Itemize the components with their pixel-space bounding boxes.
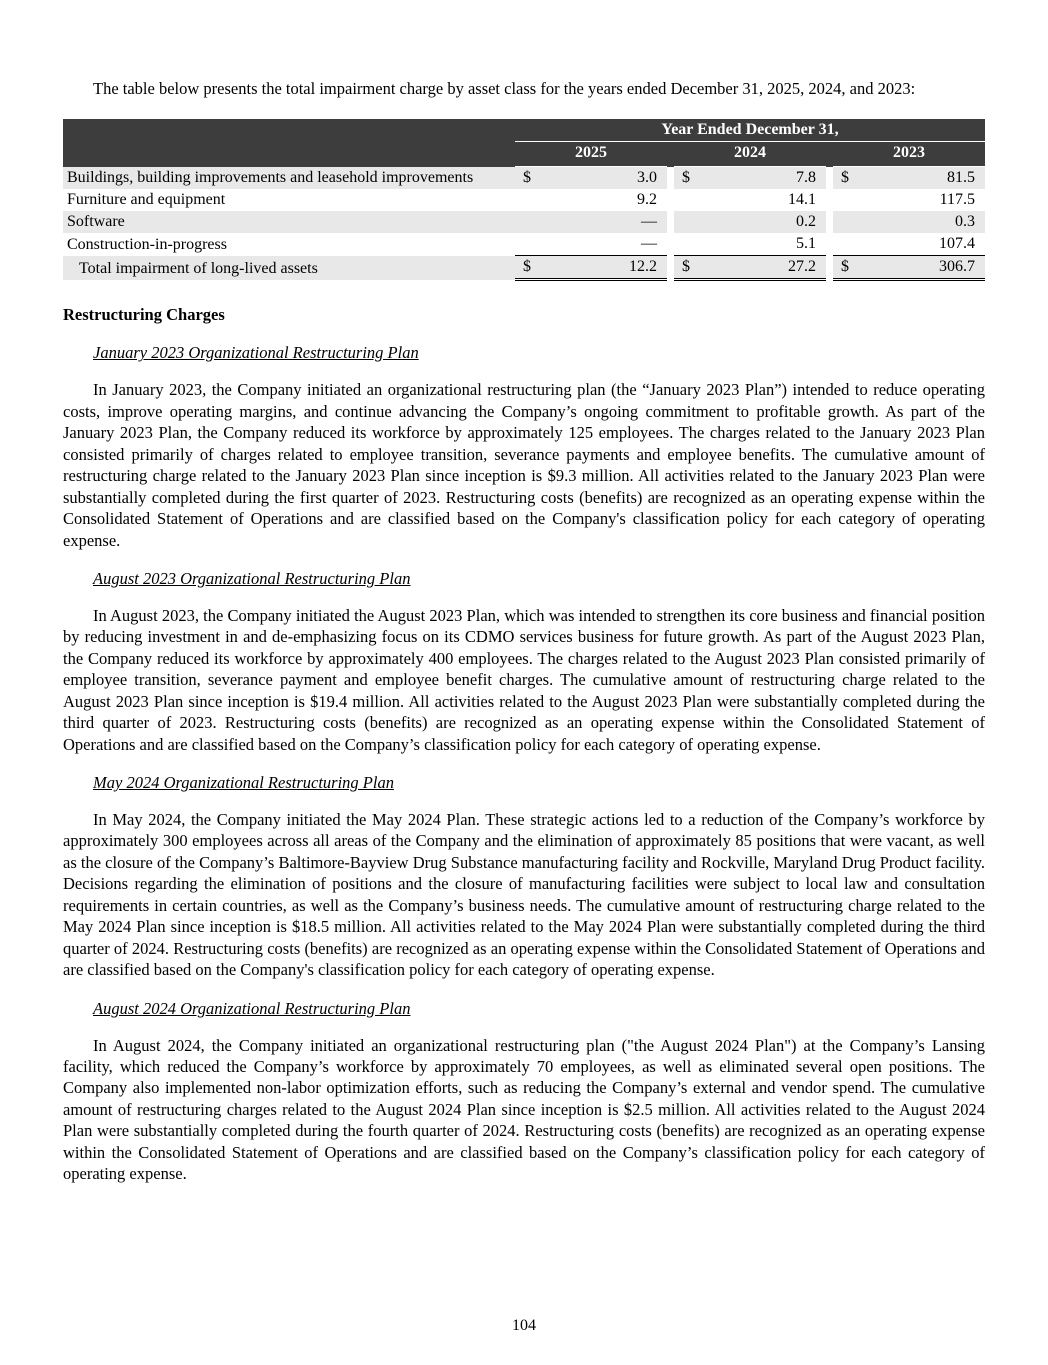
dollar-sign: [833, 233, 859, 256]
row-label: Total impairment of long-lived assets: [63, 256, 515, 280]
subsection-title-january-2023-plan: January 2023 Organizational Restructuring Plan: [93, 343, 419, 363]
dollar-sign: [833, 211, 859, 233]
column-gap: [667, 211, 674, 233]
dollar-sign: $: [833, 256, 859, 280]
column-gap: [826, 189, 833, 211]
page-number: 104: [512, 1317, 536, 1334]
row-label: Buildings, building improvements and leasehold improvements: [63, 167, 515, 190]
header-label-spacer: [63, 142, 515, 167]
dollar-sign: $: [515, 256, 541, 280]
column-gap: [826, 211, 833, 233]
cell-value: 9.2: [637, 191, 657, 209]
cell-value: 27.2: [700, 256, 826, 280]
impairment-table: [63, 119, 985, 281]
dollar-sign: [674, 233, 700, 256]
dollar-sign: [515, 189, 541, 211]
column-gap: [826, 167, 833, 190]
row-label: Furniture and equipment: [67, 191, 226, 209]
table-total-row: [63, 256, 985, 280]
table-span-header: Year Ended December 31,: [515, 119, 985, 142]
header-gap: [667, 142, 674, 167]
cell-value: 306.7: [859, 256, 985, 280]
header-label-spacer: [63, 119, 515, 142]
cell-value: 7.8: [700, 167, 826, 190]
year-header-2024: 2024: [674, 142, 826, 167]
dollar-sign: [515, 211, 541, 233]
row-label: Software: [63, 211, 515, 233]
cell-value: —: [541, 211, 667, 233]
table-span-header-row: [63, 119, 985, 142]
column-gap: [667, 167, 674, 190]
paragraph-january-2023-plan: In January 2023, the Company initiated an organizational restructuring plan (the “January 2023 Plan”) intended to reduce operating costs, improve operating margins, and continue advancing the Company’s ongoing commitment to profitable growth. As part of the January 2023 Plan, the Company reduced its workforce by approximately 125 employees. The charges related to the January 2023 Plan consisted primarily of charges related to employee transition, severance payments and employee benefits. The cumulative amount of restructuring charge related to the January 2023 Plan since inception is $9.3 million. All activities related to the January 2023 Plan were substantially completed during the first quarter of 2023. Restructuring costs (benefits) are recognized as an operating expense within the Consolidated Statement of Operations and are classified based on the Company's classification policy for each category of operating expense.: [63, 380, 985, 550]
table-row: [63, 211, 985, 233]
dollar-sign: [515, 233, 541, 256]
cell-value: 5.1: [796, 235, 816, 253]
subsection-title-may-2024-plan: May 2024 Organizational Restructuring Plan: [93, 773, 394, 792]
cell-value: 107.4: [939, 235, 975, 253]
intro-text: The table below presents the total impairment charge by asset class for the years ended December 31, 2025, 2024, and 2023:: [93, 79, 916, 98]
subsection-title-august-2024-plan: August 2024 Organizational Restructuring Plan: [93, 998, 411, 1018]
paragraph-may-2024-plan: In May 2024, the Company initiated the May 2024 Plan. These strategic actions led to a reduction of the Company’s workforce by approximately 300 employees across all areas of the Company and the elimination of approximately 85 positions that were vacant, as well as the closure of the Company’s Baltimore-Bayview Drug Substance manufacturing facility and Rockville, Maryland Drug Product facility. Decisions regarding the elimination of positions and the closure of manufacturing facilities were subject to local law and consultation requirements in certain countries, as well as the Company’s business needs. The cumulative amount of restructuring charge related to the May 2024 Plan since inception is $18.5 million. All activities related to the May 2024 Plan were substantially completed during the third quarter of 2024. Restructuring costs (benefits) are recognized as an operating expense within the Consolidated Statement of Operations and are classified based on the Company's classification policy for each category of operating expense.: [63, 810, 985, 980]
header-gap: [826, 142, 833, 167]
cell-value: 12.2: [541, 256, 667, 280]
cell-value: 0.2: [700, 211, 826, 233]
table-row: [63, 233, 985, 256]
table-years-row: [63, 142, 985, 167]
cell-value: 3.0: [541, 167, 667, 190]
dollar-sign: $: [515, 167, 541, 190]
paragraph-august-2023-plan: In August 2023, the Company initiated the August 2023 Plan, which was intended to strengthen its core business and financial position by reducing investment in and de-emphasizing focus on its CDMO services business for future growth. As part of the August 2023 Plan, the Company reduced its workforce by approximately 400 employees. The charges related to the August 2023 Plan consisted primarily of employee transition, severance payment and employee benefit charges. The cumulative amount of restructuring charge related to the August 2023 Plan since inception is $19.4 million. All activities related to the August 2023 Plan were substantially completed during the third quarter of 2023. Restructuring costs (benefits) are recognized as an operating expense within the Consolidated Statement of Operations and are classified based on the Company’s classification policy for each category of operating expense.: [63, 605, 985, 754]
column-gap: [826, 233, 833, 256]
column-gap: [826, 256, 833, 280]
table-row: [63, 167, 985, 190]
cell-value: 117.5: [939, 191, 975, 209]
cell-value: —: [641, 235, 657, 253]
year-header-2025: 2025: [515, 142, 667, 167]
cell-value: 0.3: [859, 211, 985, 233]
dollar-sign: $: [674, 167, 700, 190]
dollar-sign: [674, 189, 700, 211]
year-header-2023: 2023: [833, 142, 985, 167]
table-row: [63, 189, 985, 211]
column-gap: [667, 233, 674, 256]
section-heading-restructuring-charges: Restructuring Charges: [63, 305, 225, 325]
dollar-sign: [674, 211, 700, 233]
subsection-title-august-2023-plan: August 2023 Organizational Restructuring Plan: [93, 568, 411, 588]
dollar-sign: $: [833, 167, 859, 190]
cell-value: 81.5: [859, 167, 985, 190]
row-label: Construction-in-progress: [67, 235, 227, 253]
cell-value: 14.1: [788, 191, 816, 209]
column-gap: [667, 256, 674, 280]
dollar-sign: [833, 189, 859, 211]
paragraph-august-2024-plan: In August 2024, the Company initiated an organizational restructuring plan ("the August 2024 Plan") at the Company’s Lansing facility, which reduced the Company’s workforce by approximately 70 employees, as well as eliminated several open positions. The Company also implemented non-labor optimization efforts, such as reducing the Company’s external and vendor spend. The cumulative amount of restructuring charges related to the August 2024 Plan since inception is $2.5 million. All activities related to the August 2024 Plan were substantially completed during the fourth quarter of 2024. Restructuring costs (benefits) are recognized as an operating expense within the Consolidated Statement of Operations and are classified based on the Company’s classification policy for each category of operating expense.: [63, 1035, 985, 1184]
dollar-sign: $: [674, 256, 700, 280]
column-gap: [667, 189, 674, 211]
